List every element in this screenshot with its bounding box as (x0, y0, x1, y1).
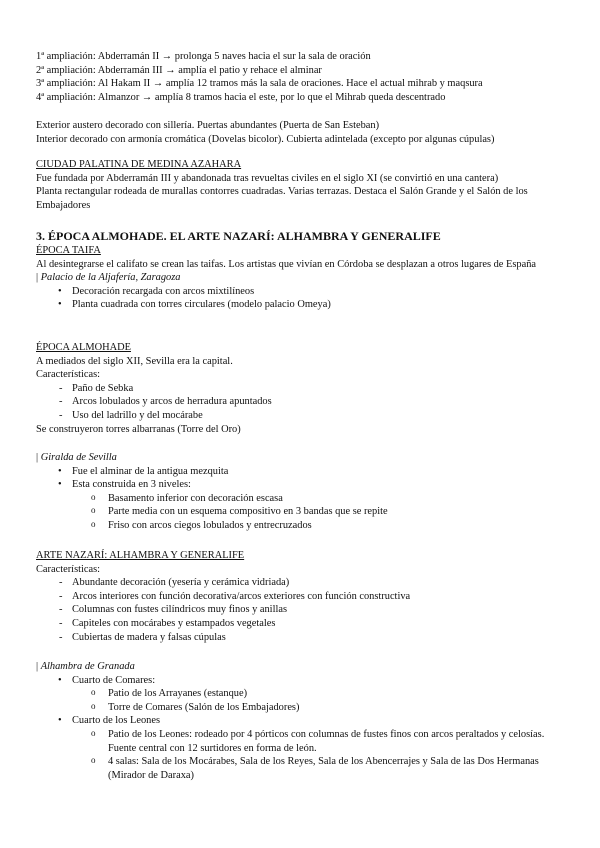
almohade-section (36, 341, 564, 436)
giralda-bullets (36, 465, 564, 533)
list-item: - Capiteles con mocárabes y estampados vegetales (36, 617, 564, 631)
almohade-heading: ÉPOCA ALMOHADE (36, 342, 131, 353)
list-item: • Cuarto de Comares: (36, 674, 564, 688)
list-item: - Uso del ladrillo y del mocárabe (36, 409, 564, 423)
exterior-line: Exterior austero decorado con sillería. Puertas abundantes (Puerta de San Esteban) (36, 120, 380, 131)
almohade-note: Se construyeron torres albarranas (Torre del Oro) (36, 423, 241, 435)
giralda-example: | Giralda de Sevilla (36, 452, 117, 463)
list-item: - Abundante decoración (yesería y cerámica vidriada) (36, 576, 564, 590)
list-item: - Paño de Sebka (36, 382, 564, 396)
nazari-caracteristicas-label: Características: (36, 563, 101, 575)
section-3-heading: 3. ÉPOCA ALMOHADE. EL ARTE NAZARÍ: ALHAMBRA Y GENERALIFE (36, 229, 441, 243)
list-item: • Esta construida en 3 niveles: (36, 478, 564, 492)
alhambra-example-title: Alhambra de Granada (40, 661, 135, 672)
giralda-block (36, 451, 564, 533)
taifa-example: | Palacio de la Aljafería, Zaragoza (36, 272, 181, 284)
ampliacion-line: 4ª ampliación: Almanzor → amplía 8 tramos hacia el este, por lo que el Mihrab queda descentrado (36, 91, 446, 103)
taifa-intro: Al desintegrarse el califato se crean las taifas. Los artistas que vivían en Córdoba se desplazan a otros lugares de España (36, 258, 537, 270)
list-item: o 4 salas: Sala de los Mocárabes, Sala de los Reyes, Sala de los Abencerrajes y Sala de las Dos Hermanas (Mirador de Daraxa) (36, 755, 564, 782)
giralda-example-title: Giralda de Sevilla (40, 452, 117, 463)
medina-line: Fue fundada por Abderramán III y abandonada tras revueltas civiles en el siglo XI (se convirtió en una cantera) (36, 172, 499, 184)
medina-azahara-section (36, 158, 564, 212)
exterior-block (36, 119, 564, 146)
list-item: • Cuarto de los Leones (36, 714, 564, 728)
interior-line: Interior decorado con armonía cromática (Dovelas bicolor). Cubierta adintelada (excepto por algunas cúpulas) (36, 133, 495, 145)
almohade-intro: A mediados del siglo XII, Sevilla era la capital. (36, 355, 233, 367)
list-item: - Cubiertas de madera y falsas cúpulas (36, 631, 564, 645)
section-3 (36, 229, 564, 312)
taifa-example-title: Palacio de la Aljafería, Zaragoza (40, 272, 181, 284)
list-item: o Basamento inferior con decoración escasa (36, 492, 564, 506)
list-item: - Arcos lobulados y arcos de herradura apuntados (36, 395, 564, 409)
list-item: o Patio de los Arrayanes (estanque) (36, 687, 564, 701)
almohade-caracteristicas-label: Características: (36, 369, 101, 381)
ampliaciones-block (36, 50, 564, 104)
medina-line: Planta rectangular rodeada de murallas contorres cuadradas. Varias terrazas. Destaca el Salón Grande y el Salón de los Embajadores (36, 186, 528, 211)
list-item: o Torre de Comares (Salón de los Embajadores) (36, 701, 564, 715)
list-item: o Friso con arcos ciegos lobulados y entrecruzados (36, 519, 564, 533)
list-item: • Planta cuadrada con torres circulares (modelo palacio Omeya) (36, 298, 564, 312)
ampliacion-line: 1ª ampliación: Abderramán II → prolonga 5 naves hacia el sur la sala de oración (36, 51, 371, 62)
list-item: - Arcos interiores con función decorativa/arcos exteriores con función constructiva (36, 590, 564, 604)
alhambra-list (36, 674, 564, 783)
nazari-features (36, 576, 564, 644)
ampliacion-line: 2ª ampliación: Abderramán III → amplía el patio y rehace el alminar (36, 64, 322, 76)
list-item: • Decoración recargada con arcos mixtilíneos (36, 285, 564, 299)
alhambra-example: | Alhambra de Granada (36, 661, 135, 672)
almohade-features (36, 382, 564, 423)
alhambra-block (36, 660, 564, 782)
ampliacion-line: 3ª ampliación: Al Hakam II → amplía 12 tramos más la sala de oraciones. Hace el actual mihrab y maqsura (36, 78, 483, 90)
list-item: o Parte media con un esquema compositivo en 3 bandas que se repite (36, 505, 564, 519)
nazari-section (36, 549, 564, 644)
list-item: • Fue el alminar de la antigua mezquita (36, 465, 564, 479)
taifa-heading: ÉPOCA TAIFA (36, 245, 101, 256)
nazari-heading: ARTE NAZARÍ: ALHAMBRA Y GENERALIFE (36, 550, 245, 561)
list-item: o Patio de los Leones: rodeado por 4 pórticos con columnas de fustes finos con arcos peraltados y celosías. Fuente central con 12 surtidores en forma de león. (36, 728, 564, 755)
list-item: - Columnas con fustes cilíndricos muy finos y anillas (36, 603, 564, 617)
taifa-bullets (36, 285, 564, 312)
medina-heading: CIUDAD PALATINA DE MEDINA AZAHARA (36, 159, 242, 170)
